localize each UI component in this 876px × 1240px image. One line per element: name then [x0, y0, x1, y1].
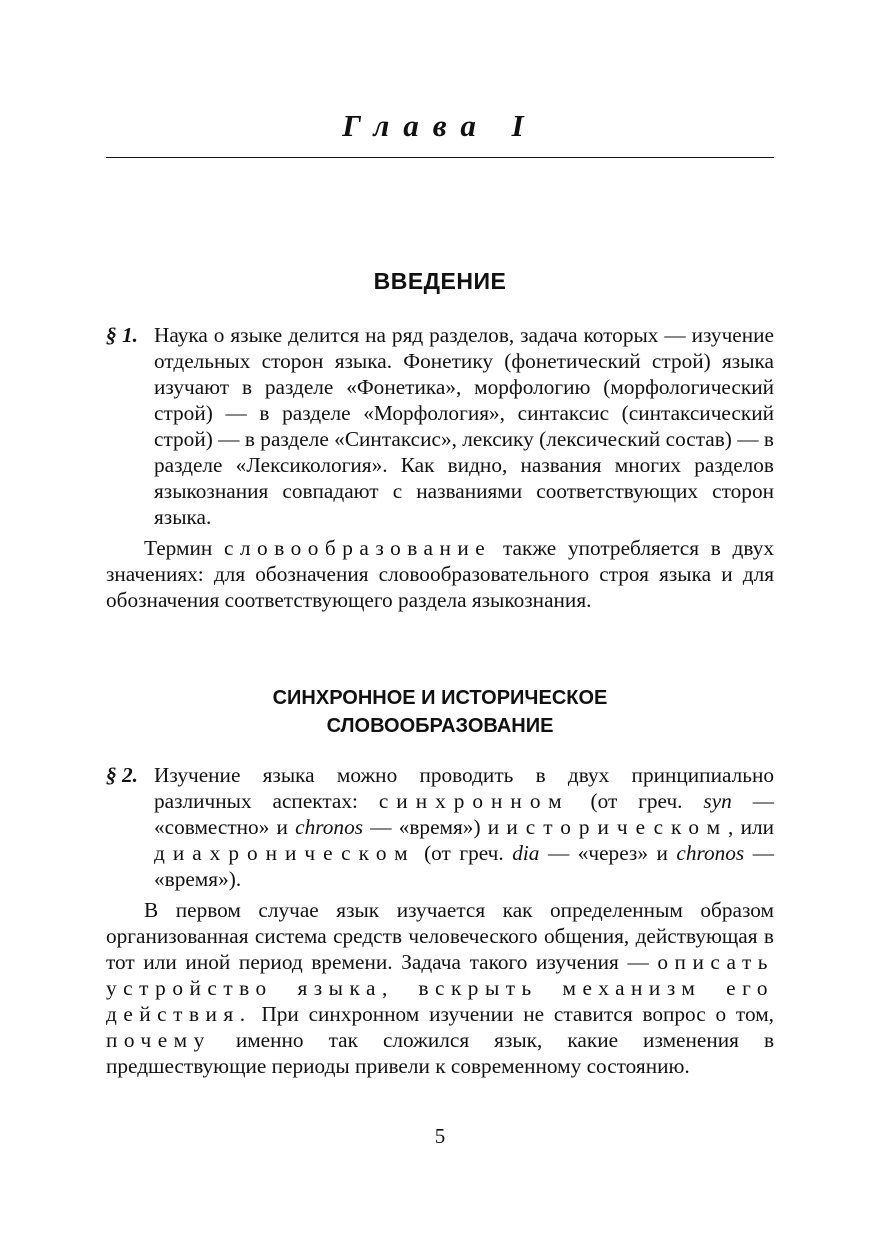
- paragraph-text: — «время») и: [370, 815, 500, 839]
- spaced-term: описать устройство языка, вскрыть механизм его действия.: [106, 950, 774, 1026]
- paragraph-text: При синхронном изучении не ставится вопрос о том,: [261, 1002, 775, 1026]
- spaced-term: словообразование: [223, 536, 492, 560]
- heading-line: СИНХРОННОЕ И ИСТОРИЧЕСКОЕ: [272, 687, 608, 709]
- section-heading-introduction: ВВЕДЕНИЕ: [373, 268, 507, 294]
- latin-word: chronos: [676, 841, 745, 865]
- paragraph-body: Наука о языке делится на ряд разделов, задача которых — изучение отдельных сторон языка. Фонетику (фонетический строй) языка изучают в разделе «Фонетика», морфологию (морфологический строй) — в разделе «Морфология», синтаксис (синтаксический строй) — в разделе «Синтаксис», лексику (лексический состав) — в разделе «Лексикология». Как видно, названия многих разделов языкознания совпадают с названиями соответствующих сторон языка.: [154, 323, 774, 529]
- paragraph-term: [106, 535, 774, 613]
- section-heading-synchronic: [106, 684, 774, 740]
- paragraph-text: (от греч.: [590, 789, 683, 813]
- spaced-term: диахроническом: [154, 841, 416, 865]
- paragraph-body: [154, 762, 774, 892]
- paragraph-1: [106, 322, 774, 530]
- paragraph-2: [106, 762, 774, 892]
- paragraph-text: В первом случае язык изучается как определенным образом организованная система средств человеческого общения, действующая в тот или иной период времени. Задача такого изучения —: [106, 898, 774, 974]
- paragraph-text: (от греч.: [424, 841, 504, 865]
- spaced-term: почему: [106, 1028, 211, 1052]
- latin-word: syn: [703, 789, 732, 813]
- paragraph-text: Изучение языка можно проводить в двух принципиально различных аспектах:: [154, 763, 774, 813]
- paragraph-text: — «время»).: [154, 841, 775, 891]
- paragraph-text: — «совместно» и: [154, 789, 775, 839]
- page-number: 5: [434, 1124, 446, 1148]
- spaced-term: синхронном: [378, 789, 570, 813]
- latin-word: chronos: [295, 815, 364, 839]
- paragraph-mark: § 1.: [106, 323, 138, 347]
- heading-line: СЛОВООБРАЗОВАНИЕ: [326, 715, 554, 737]
- paragraph-text: — «через» и: [547, 841, 668, 865]
- latin-word: dia: [512, 841, 540, 865]
- spaced-term: историческом: [506, 815, 729, 839]
- paragraph-text: именно так сложился язык, какие изменения в предшествующие периоды привели к современному состоянию.: [106, 1028, 774, 1078]
- paragraph-mark: § 2.: [106, 763, 138, 787]
- paragraph-text: Термин: [144, 536, 213, 560]
- paragraph-3: [106, 897, 774, 1079]
- chapter-divider: [106, 157, 774, 158]
- paragraph-text: также употребляется в двух значениях: для обозначения словообразовательного строя языка и для обозначения соответствующего раздела языкознания.: [106, 536, 774, 612]
- paragraph-text: , или: [728, 815, 774, 839]
- chapter-title: Глава I: [342, 108, 538, 143]
